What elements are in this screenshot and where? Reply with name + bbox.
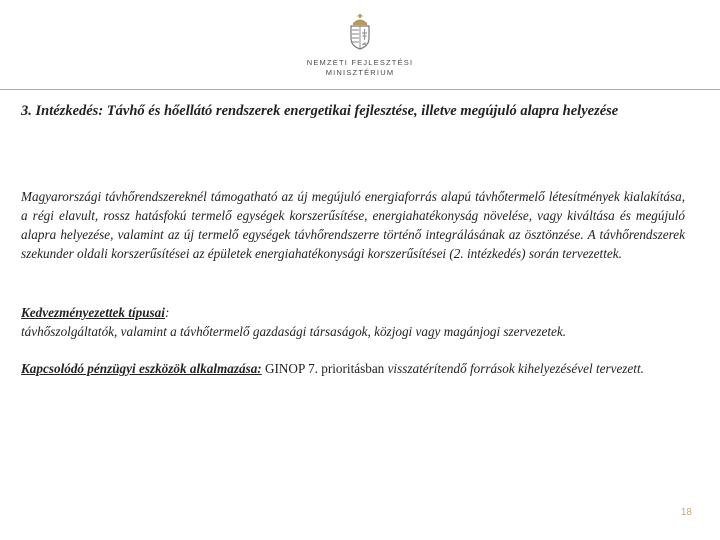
coat-of-arms-icon <box>347 14 373 50</box>
header-divider <box>0 89 720 90</box>
ministry-name-line1: NEMZETI FEJLESZTÉSI <box>306 58 414 67</box>
instruments-text-plain: GINOP 7. prioritásban <box>264 361 385 376</box>
instruments-text-italic: visszatérítendő források kihelyezésével tervezett. <box>387 361 644 376</box>
beneficiaries-colon: : <box>164 305 170 320</box>
ministry-logo <box>300 14 420 78</box>
instruments-section <box>21 359 685 378</box>
page-title: 3. Intézkedés: Távhő és hőellátó rendszerek energetikai fejlesztése, illetve megújuló alapra helyezése <box>21 103 619 119</box>
ministry-name-line2: MINISZTÉRIUM <box>325 68 395 77</box>
beneficiaries-section <box>21 303 685 341</box>
page-number: 18 <box>680 507 692 518</box>
beneficiaries-label: Kedvezményezettek típusai <box>21 305 165 320</box>
instruments-label: Kapcsolódó pénzügyi eszközök alkalmazása: <box>21 361 262 376</box>
description-paragraph: Magyarországi távhőrendszereknél támogatható az új megújuló energiaforrás alapú távhőtermelő létesítmények kialakítása, a régi elavult, rossz hatásfokú termelő egységek korszerűsítése, energiahatékonyság növelése, vagy kiváltása és megújuló alapra helyezése, valamint az új termelő egységek távhőrendszerre történő integrálásának az ösztönzése. A távhőrendszerek szekunder oldali korszerűsítései az épületek energiahatékonysági korszerűsítései (2. intézkedés) során tervezettek. <box>21 189 685 261</box>
beneficiaries-text: távhőszolgáltatók, valamint a távhőtermelő gazdasági társaságok, közjogi vagy magánjogi szervezetek. <box>21 324 567 339</box>
